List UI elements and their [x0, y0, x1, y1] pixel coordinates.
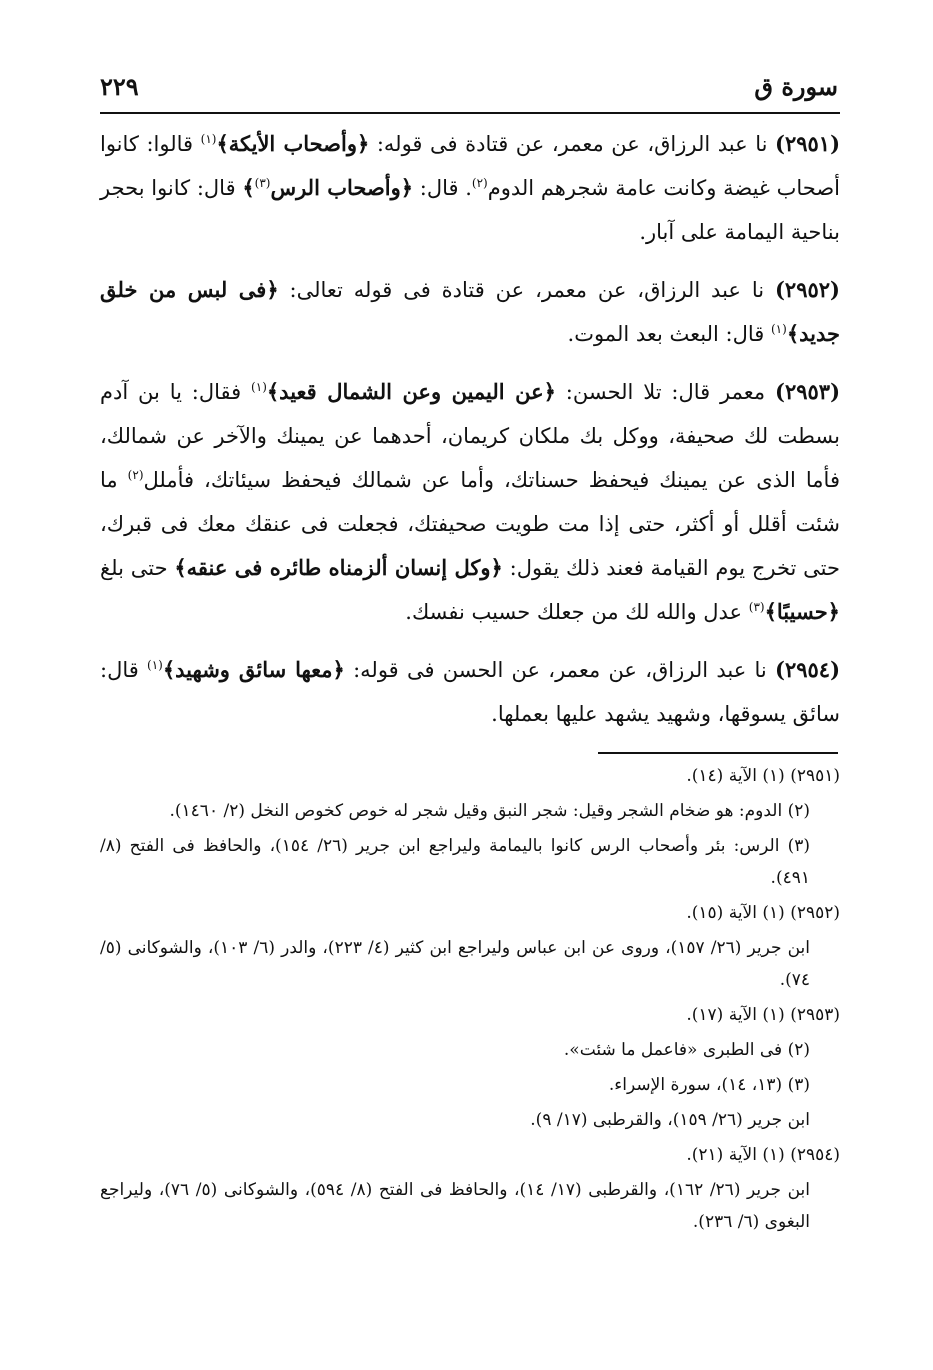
footnote-line: (٢٩٥٤) (١) الآية (٢١).	[686, 1145, 840, 1165]
main-text	[100, 122, 840, 750]
footnote-marker: (١)	[770, 322, 787, 336]
hadith-paragraph-2953	[100, 370, 840, 634]
hadith-number: (٢٩٥٢)	[774, 277, 840, 302]
hadith-paragraph-2954	[100, 648, 840, 736]
paragraph-text: قال: كانوا بحجر بناحية اليمامة على آبار.	[100, 176, 840, 244]
footnote-marker: (١)	[251, 380, 267, 394]
footnote-marker: (٢)	[471, 176, 488, 190]
paragraph-text: قال: البعث بعد الموت.	[567, 322, 771, 346]
footnote-marker: (٣)	[254, 176, 271, 190]
header-rule	[100, 112, 840, 114]
footnote-line: (٢٩٥٢) (١) الآية (١٥).	[686, 903, 840, 923]
paragraph-text: ما شئت أقلل أو أكثر، حتى إذا مت طويت صحيفتك، فجعلت فى عنقك معك فى قبرك، حتى تخرج يوم القيامة فعند ذلك يقول:	[100, 468, 840, 580]
paragraph-text: نا عبد الرزاق، عن معمر، عن قتادة فى قوله تعالى:	[278, 278, 775, 302]
footnote-separator	[598, 752, 838, 754]
hadith-number: (٢٩٥٤)	[775, 657, 840, 682]
paragraph-text: حتى بلغ	[100, 556, 175, 580]
paragraph-text: معمر قال: تلا الحسن:	[555, 380, 775, 404]
quran-quote: ﴿حسيبًا﴾	[764, 599, 840, 624]
running-title: سورة ق	[754, 72, 838, 101]
quran-quote: ﴿وأصحاب الرس	[270, 175, 414, 200]
footnote-line: (٣) الرس: بئر وأصحاب الرس كانوا باليمامة وليراجع ابن جرير (٢٦/ ١٥٤)، والحافظ فى الفتح (٨/ ٤٩١).	[100, 836, 810, 888]
quran-quote: ﴿وكل إنسان ألزمناه طائره فى عنقه﴾	[174, 555, 503, 580]
footnote-line: ابن جرير (٢٦/ ١٦٢)، والقرطبى (١٧/ ١٤)، والحافظ فى الفتح (٨/ ٥٩٤)، والشوكانى (٥/ ٧٦)، وليراجع البغوى (٦/ ٢٣٦).	[100, 1180, 811, 1232]
page-header	[100, 72, 838, 106]
quran-quote: ﴿فى لبس من خلق جديد﴾	[100, 277, 840, 346]
quran-quote: ﴿عن اليمين وعن الشمال قعيد﴾	[266, 379, 556, 404]
footnote-line: (٢) فى الطبرى «فاعمل ما شئت».	[563, 1040, 810, 1060]
footnote-marker: (٢)	[127, 468, 144, 482]
footnote-line: (٢٩٥١) (١) الآية (١٤).	[686, 766, 840, 786]
hadith-number: (٢٩٥٣)	[775, 379, 840, 404]
footnote-marker: (٣)	[748, 600, 765, 614]
footnote-line: (٢) الدوم: هو ضخام الشجر وقيل: شجر النبق وقيل شجر له خوص كخوص النخل (٢/ ١٤٦٠).	[169, 801, 810, 821]
quran-quote: ﴾	[242, 175, 255, 200]
footnote-line: (٢٩٥٣) (١) الآية (١٧).	[686, 1005, 840, 1025]
quran-quote: ﴿معها سائق وشهيد﴾	[162, 657, 345, 682]
paragraph-text: فقال: يا بن آدم بسطت لك صحيفة، ووكل بك ملكان كريمان، أحدهما عن يمينك والآخر عن شمالك، فأما الذى عن يمينك فيحفظ حسناتك، وأما عن شمالك فيحفظ سيئاتك، فأملل	[100, 380, 840, 492]
paragraph-text: قال: سائق يسوقها، وشهيد يشهد عليها بعملها.	[100, 658, 840, 726]
footnote-line: ابن جرير (٢٦/ ١٥٩)، والقرطبى (١٧/ ٩).	[530, 1110, 810, 1130]
paragraph-text: نا عبد الرزاق، عن معمر، عن الحسن فى قوله:	[344, 658, 775, 682]
hadith-paragraph-2951	[100, 122, 840, 254]
hadith-paragraph-2952	[100, 268, 840, 356]
quran-quote: ﴿وأصحاب الأيكة﴾	[216, 131, 370, 156]
paragraph-text: نا عبد الرزاق، عن معمر، عن قتادة فى قوله:	[369, 132, 775, 156]
hadith-number: (٢٩٥١)	[775, 131, 840, 156]
footnote-line: (٣) (١٣، ١٤)، سورة الإسراء.	[608, 1075, 810, 1095]
footnotes	[100, 760, 840, 1241]
page-number: ٢٢٩	[100, 72, 139, 101]
footnote-line: ابن جرير (٢٦/ ١٥٧)، وروى عن ابن عباس وليراجع ابن كثير (٤/ ٢٢٣)، والدر (٦/ ١٠٣)، والشوكانى (٥/ ٧٤).	[100, 938, 810, 990]
footnote-marker: (١)	[200, 132, 217, 146]
paragraph-text: . قال:	[413, 176, 472, 200]
paragraph-text: قالوا: كانوا أصحاب غيضة وكانت عامة شجرهم الدوم	[100, 132, 840, 200]
footnote-marker: (١)	[147, 658, 163, 672]
paragraph-text: عدل والله لك من جعلك حسيب نفسك.	[405, 600, 749, 624]
